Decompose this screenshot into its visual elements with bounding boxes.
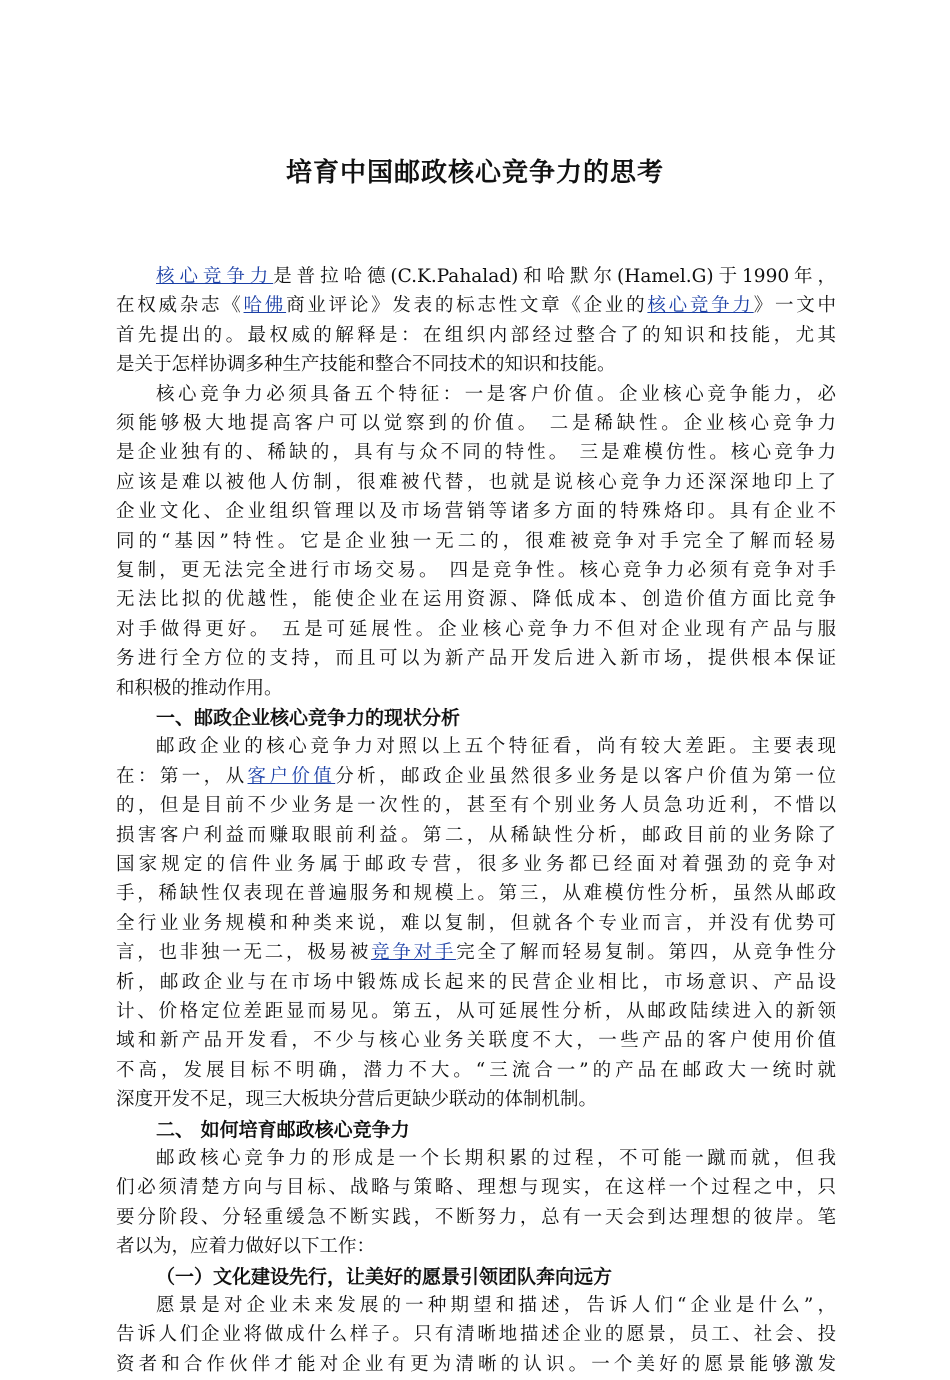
text-segment: 手，稀缺性仅表现在普遍服务和规模上。第三，从难模仿性分析，虽然从邮政 [116, 883, 836, 905]
text-line [116, 1144, 836, 1174]
text-line [116, 791, 836, 821]
text-line [116, 938, 836, 968]
text-segment: 须能够极大地提高客户可以觉察到的价值。 二是稀缺性。企业核心竞争力 [116, 413, 836, 434]
text-line [116, 674, 836, 704]
document-title: 培育中国邮政核心竞争力的思考 [285, 158, 664, 188]
text-line [116, 527, 836, 557]
text-segment: 在权威杂志《 [116, 295, 244, 317]
text-segment: 对手做得更好。 五是可延展性。企业核心竞争力不但对企业现有产品与服 [116, 618, 836, 640]
text-segment: 者以为，应着力做好以下工作： [116, 1236, 376, 1258]
text-segment: 的，但是目前不少业务是一次性的，甚至有个别业务人员急功近利，不惜以 [116, 795, 836, 817]
section-heading [116, 703, 836, 733]
text-segment: 全行业业务规模和种类来说，难以复制，但就各个专业而言，并没有优势可 [116, 912, 836, 934]
text-line [116, 380, 836, 410]
text-line [116, 1173, 836, 1203]
text-segment: 核心竞争力必须具备五个特征：一是客户价值。企业核心竞争能力，必 [156, 383, 836, 405]
text-segment: 告诉人们企业将做成什么样子。只有清晰地描述企业的愿景，员工、社会、投 [116, 1324, 836, 1346]
text-segment: 资者和合作伙伴才能对企业有更为清晰的认识。一个美好的愿景能够激发 [116, 1353, 836, 1375]
text-line [116, 1320, 836, 1350]
text-segment: 分析，邮政企业虽然很多业务是以客户价值为第一位 [335, 765, 836, 787]
text-segment: 商业评论》发表的标志性文章《企业的 [286, 295, 648, 317]
text-line [116, 409, 836, 439]
text-segment: 是关于怎样协调多种生产技能和整合不同技术的知识和技能。 [116, 354, 616, 376]
text-line [116, 1350, 836, 1380]
text-segment: 愿景是对企业未来发展的一种期望和描述，告诉人们“企业是什么”， [156, 1295, 836, 1316]
text-segment: （一）文化建设先行，让美好的愿景引领团队奔向远方 [156, 1265, 613, 1288]
text-line [116, 291, 836, 321]
text-segment: 二、 如何培育邮政核心竞争力 [156, 1118, 410, 1141]
text-segment: 首先提出的。最权威的解释是：在组织内部经过整合了的知识和技能，尤其 [116, 324, 836, 346]
text-line [116, 1026, 836, 1056]
keyword-link[interactable]: 哈佛 [243, 295, 287, 317]
text-segment: 计、价格定位差距显而易见。第五，从可延展性分析，从邮政陆续进入的新领 [116, 1001, 836, 1022]
text-segment: 同的“基因”特性。它是企业独一无二的，很难被竞争对手完全了解而轻易 [116, 530, 836, 552]
text-line [116, 1056, 836, 1086]
text-segment: 复制，更无法完全进行市场交易。 四是竞争性。核心竞争力必须有竞争对手 [116, 560, 836, 581]
text-segment: 损害客户利益而赚取眼前利益。第二，从稀缺性分析，邮政目前的业务除了 [116, 824, 836, 846]
text-segment: 深度开发不足，现三大板块分营后更缺少联动的体制机制。 [116, 1089, 598, 1111]
text-segment: 要分阶段、分轻重缓急不断实践，不断努力，总有一天会到达理想的彼岸。笔 [116, 1206, 836, 1228]
text-line [116, 1291, 836, 1321]
text-segment: 在：第一，从 [116, 765, 248, 787]
text-line [116, 262, 836, 292]
text-line [116, 615, 836, 645]
text-line [116, 556, 836, 586]
keyword-link[interactable]: 核心竞争力 [647, 295, 754, 317]
text-segment: 域和新产品开发看，不少与核心业务关联度不大，一些产品的客户使用价值 [116, 1030, 836, 1052]
text-line [116, 1085, 836, 1115]
text-line [116, 1232, 836, 1262]
text-segment: 言，也非独一无二，极易被 [116, 942, 372, 964]
text-segment: 不高，发展目标不明确，潜力不大。“三流合一”的产品在邮政大一统时就 [116, 1059, 836, 1081]
keyword-link[interactable]: 竞争对手 [371, 942, 457, 964]
text-line [116, 732, 836, 762]
text-line [116, 585, 836, 615]
text-line [116, 821, 836, 851]
text-segment: 应该是难以被他人仿制，很难被代替，也就是说核心竞争力还深深地印上了 [116, 471, 836, 493]
section-heading [116, 1115, 836, 1145]
text-segment: 邮政企业的核心竞争力对照以上五个特征看，尚有较大差距。主要表现 [156, 736, 836, 758]
text-segment: 》一文中 [753, 295, 836, 317]
text-line [116, 438, 836, 468]
text-segment: 是企业独有的、稀缺的，具有与众不同的特性。 三是难模仿性。核心竞争力 [116, 442, 836, 464]
keyword-link[interactable]: 核心竞争力 [156, 266, 274, 287]
text-line [116, 468, 836, 498]
text-line [116, 350, 836, 380]
text-segment: 一、邮政企业核心竞争力的现状分析 [156, 707, 461, 729]
text-line [116, 997, 836, 1027]
text-line [116, 762, 836, 792]
text-segment: 完全了解而轻易复制。第四，从竞争性分 [456, 942, 836, 964]
keyword-link[interactable]: 客户价值 [247, 765, 336, 787]
text-segment: 析，邮政企业与在市场中锻炼成长起来的民营企业相比，市场意识、产品设 [116, 971, 836, 993]
text-line [116, 497, 836, 527]
text-segment: 们必须清楚方向与目标、战略与策略、理想与现实，在这样一个过程之中，只 [116, 1177, 836, 1199]
text-segment: 企业文化、企业组织管理以及市场营销等诸多方面的特殊烙印。具有企业不 [116, 501, 836, 523]
text-segment: 国家规定的信件业务属于邮政专营，很多业务都已经面对着强劲的竞争对 [116, 854, 836, 875]
section-heading [116, 1262, 836, 1292]
text-line [116, 968, 836, 998]
text-line [116, 321, 836, 351]
text-segment: 务进行全方位的支持，而且可以为新产品开发后进入新市场，提供根本保证 [116, 648, 836, 670]
text-segment: 无法比拟的优越性，能使企业在运用资源、降低成本、创造价值方面比竞争 [116, 589, 836, 611]
text-line [116, 850, 836, 880]
text-line [116, 909, 836, 939]
text-segment: 和积极的推动作用。 [116, 677, 283, 699]
text-segment: 是普拉哈德(C.K.Pahalad)和哈默尔(Hamel.G)于1990年， [273, 266, 836, 287]
text-segment: 邮政核心竞争力的形成是一个长期积累的过程，不可能一蹴而就，但我 [156, 1148, 836, 1169]
text-line [116, 879, 836, 909]
text-line [116, 1203, 836, 1233]
text-line [116, 644, 836, 674]
